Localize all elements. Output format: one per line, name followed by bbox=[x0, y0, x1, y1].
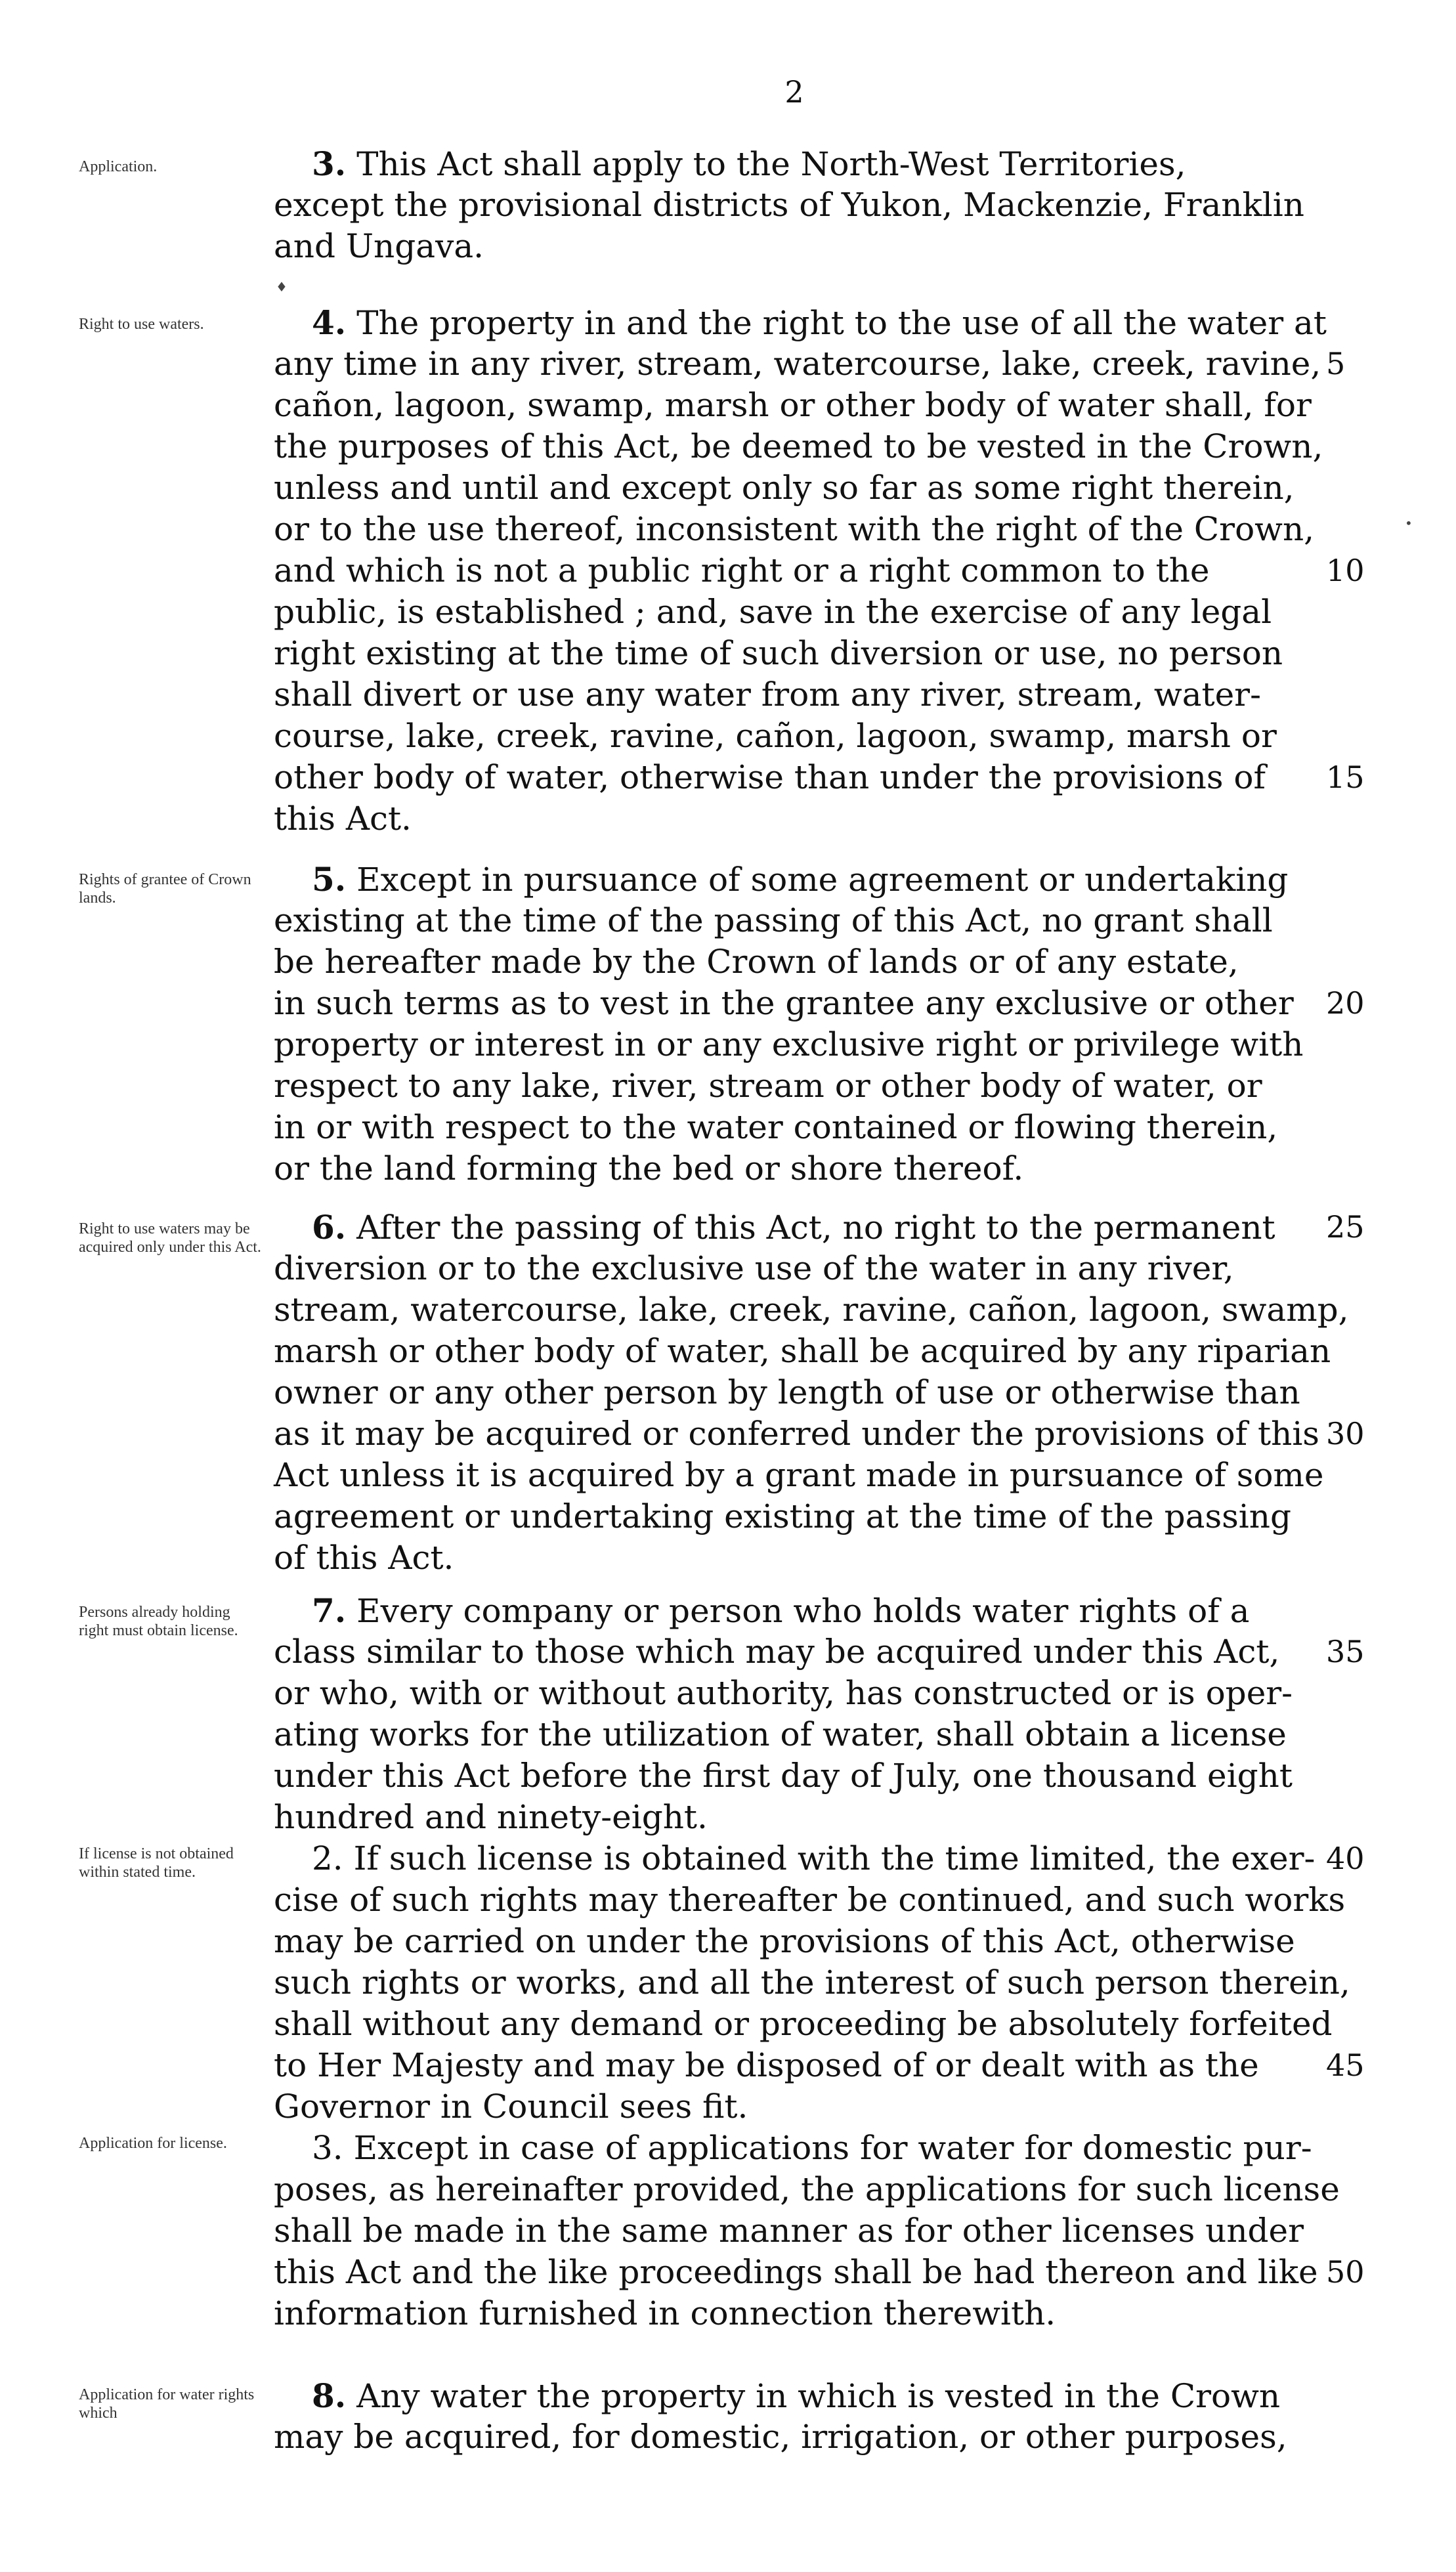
print-speck: ♦ bbox=[276, 279, 288, 295]
line-number: 5 bbox=[1326, 346, 1346, 381]
section-body bbox=[274, 302, 1327, 840]
text-line: owner or any other person by length of use or otherwise than bbox=[274, 1373, 1300, 1411]
text-line: 5. Except in pursuance of some agreement or undertaking bbox=[312, 860, 1289, 899]
line-number: 15 bbox=[1326, 760, 1365, 795]
text-line: as it may be acquired or conferred under the provisions of this bbox=[274, 1415, 1319, 1453]
text-line: be hereafter made by the Crown of lands or of any estate, bbox=[274, 943, 1239, 981]
line-number: 50 bbox=[1326, 2254, 1365, 2290]
text-line: 8. Any water the property in which is vested in the Crown bbox=[312, 2376, 1281, 2415]
section-body bbox=[274, 143, 1324, 267]
text-line: or to the use thereof, inconsistent with the right of the Crown, bbox=[274, 510, 1315, 548]
margin-note: Right to use waters may be acquired only under this Act. bbox=[79, 1220, 261, 1256]
line-number: 40 bbox=[1326, 1841, 1365, 1876]
text-line: right existing at the time of such diversion or use, no person bbox=[274, 634, 1283, 672]
text-line: shall be made in the same manner as for other licenses under bbox=[274, 2212, 1304, 2250]
text-line: other body of water, otherwise than under the provisions of bbox=[274, 758, 1266, 796]
text-line: 6. After the passing of this Act, no right to the permanent bbox=[312, 1208, 1275, 1247]
text-line: information furnished in connection therewith. bbox=[274, 2294, 1056, 2332]
text-line: shall divert or use any water from any river, stream, water- bbox=[274, 675, 1261, 714]
text-line: any time in any river, stream, watercourse, lake, creek, ravine, bbox=[274, 345, 1321, 383]
margin-note: Application for water rights which bbox=[79, 2386, 255, 2422]
margin-note: Application. bbox=[79, 158, 158, 175]
margin-note: Right to use waters. bbox=[79, 316, 204, 333]
text-line: the purposes of this Act, be deemed to be vested in the Crown, bbox=[274, 427, 1323, 465]
text-line: cise of such rights may thereafter be continued, and such works bbox=[274, 1881, 1346, 1919]
text-line: such rights or works, and all the interest of such person therein, bbox=[274, 1963, 1350, 2002]
text-line: unless and until and except only so far as some right therein, bbox=[274, 469, 1295, 507]
text-line: 3. Except in case of applications for water for domestic pur- bbox=[312, 2129, 1312, 2167]
margin-note: Application for license. bbox=[79, 2135, 227, 2152]
text-line: stream, watercourse, lake, creek, ravine, cañon, lagoon, swamp, bbox=[274, 1291, 1349, 1329]
text-line: in such terms as to vest in the grantee any exclusive or other bbox=[274, 984, 1294, 1022]
text-line: public, is established ; and, save in the exercise of any legal bbox=[274, 593, 1272, 631]
text-line: cañon, lagoon, swamp, marsh or other body of water shall, for bbox=[274, 386, 1312, 424]
section-body bbox=[274, 859, 1324, 1190]
text-line: agreement or undertaking existing at the time of the passing bbox=[274, 1497, 1291, 1535]
margin-note: Rights of grantee of Crown lands. bbox=[79, 871, 251, 907]
text-line: Governor in Council sees fit. bbox=[274, 2088, 748, 2126]
text-line: of this Act. bbox=[274, 1539, 454, 1577]
text-line: 7. Every company or person who holds water rights of a bbox=[312, 1591, 1250, 1630]
line-number: 45 bbox=[1326, 2047, 1365, 2083]
text-line: shall without any demand or proceeding be absolutely forfeited bbox=[274, 2005, 1333, 2043]
text-line: 3. This Act shall apply to the North-West Territories, bbox=[312, 144, 1186, 183]
line-number: 10 bbox=[1326, 553, 1365, 588]
text-line: to Her Majesty and may be disposed of or dealt with as the bbox=[274, 2046, 1259, 2084]
section-number: 7. bbox=[312, 1591, 347, 1630]
text-line: under this Act before the first day of July, one thousand eight bbox=[274, 1757, 1293, 1795]
text-line: respect to any lake, river, stream or other body of water, or bbox=[274, 1067, 1262, 1105]
text-line: course, lake, creek, ravine, cañon, lagoon, swamp, marsh or bbox=[274, 717, 1277, 755]
page-number: 2 bbox=[784, 74, 804, 110]
line-number: 25 bbox=[1326, 1209, 1365, 1245]
text-line: Act unless it is acquired by a grant made in pursuance of some bbox=[274, 1456, 1324, 1494]
text-line: 4. The property in and the right to the use of all the water at bbox=[312, 303, 1327, 342]
text-line: hundred and ninety-eight. bbox=[274, 1798, 708, 1836]
section-body bbox=[274, 2128, 1340, 2334]
text-line: may be acquired, for domestic, irrigation, or other purposes, bbox=[274, 2418, 1287, 2456]
text-line: property or interest in or any exclusive right or privilege with bbox=[274, 1025, 1304, 1063]
print-speck: • bbox=[1405, 515, 1413, 531]
line-number: 20 bbox=[1326, 985, 1365, 1021]
text-line: and Ungava. bbox=[274, 227, 484, 265]
section-number: 3. bbox=[312, 144, 347, 183]
text-line: this Act. bbox=[274, 800, 412, 838]
text-line: or who, with or without authority, has constructed or is oper- bbox=[274, 1674, 1293, 1712]
text-line: marsh or other body of water, shall be acquired by any riparian bbox=[274, 1332, 1331, 1370]
text-line: may be carried on under the provisions of this Act, otherwise bbox=[274, 1922, 1295, 1960]
section-body bbox=[274, 2375, 1324, 2458]
section-number: 6. bbox=[312, 1208, 347, 1247]
text-line: poses, as hereinafter provided, the applications for such license bbox=[274, 2170, 1340, 2208]
section-number: 5. bbox=[312, 860, 347, 899]
text-line: except the provisional districts of Yukon, Mackenzie, Franklin bbox=[274, 186, 1304, 224]
line-number: 30 bbox=[1326, 1416, 1365, 1451]
text-line: or the land forming the bed or shore thereof. bbox=[274, 1149, 1024, 1188]
text-line: and which is not a public right or a right common to the bbox=[274, 551, 1210, 589]
section-body bbox=[274, 1590, 1324, 1838]
text-line: class similar to those which may be acquired under this Act, bbox=[274, 1633, 1280, 1671]
margin-note: If license is not obtained within stated time. bbox=[79, 1845, 234, 1881]
section-number: 4. bbox=[312, 303, 347, 342]
text-line: diversion or to the exclusive use of the water in any river, bbox=[274, 1249, 1234, 1287]
section-number: 8. bbox=[312, 2376, 347, 2415]
text-line: ating works for the utilization of water, shall obtain a license bbox=[274, 1715, 1287, 1753]
text-line: existing at the time of the passing of this Act, no grant shall bbox=[274, 901, 1273, 939]
text-line: this Act and the like proceedings shall be had thereon and like bbox=[274, 2253, 1318, 2291]
margin-note: Persons already holding right must obtain license. bbox=[79, 1604, 238, 1639]
text-line: in or with respect to the water contained or flowing therein, bbox=[274, 1108, 1278, 1146]
text-line: 2. If such license is obtained with the time limited, the exer- bbox=[312, 1839, 1316, 1877]
line-number: 35 bbox=[1326, 1634, 1365, 1669]
